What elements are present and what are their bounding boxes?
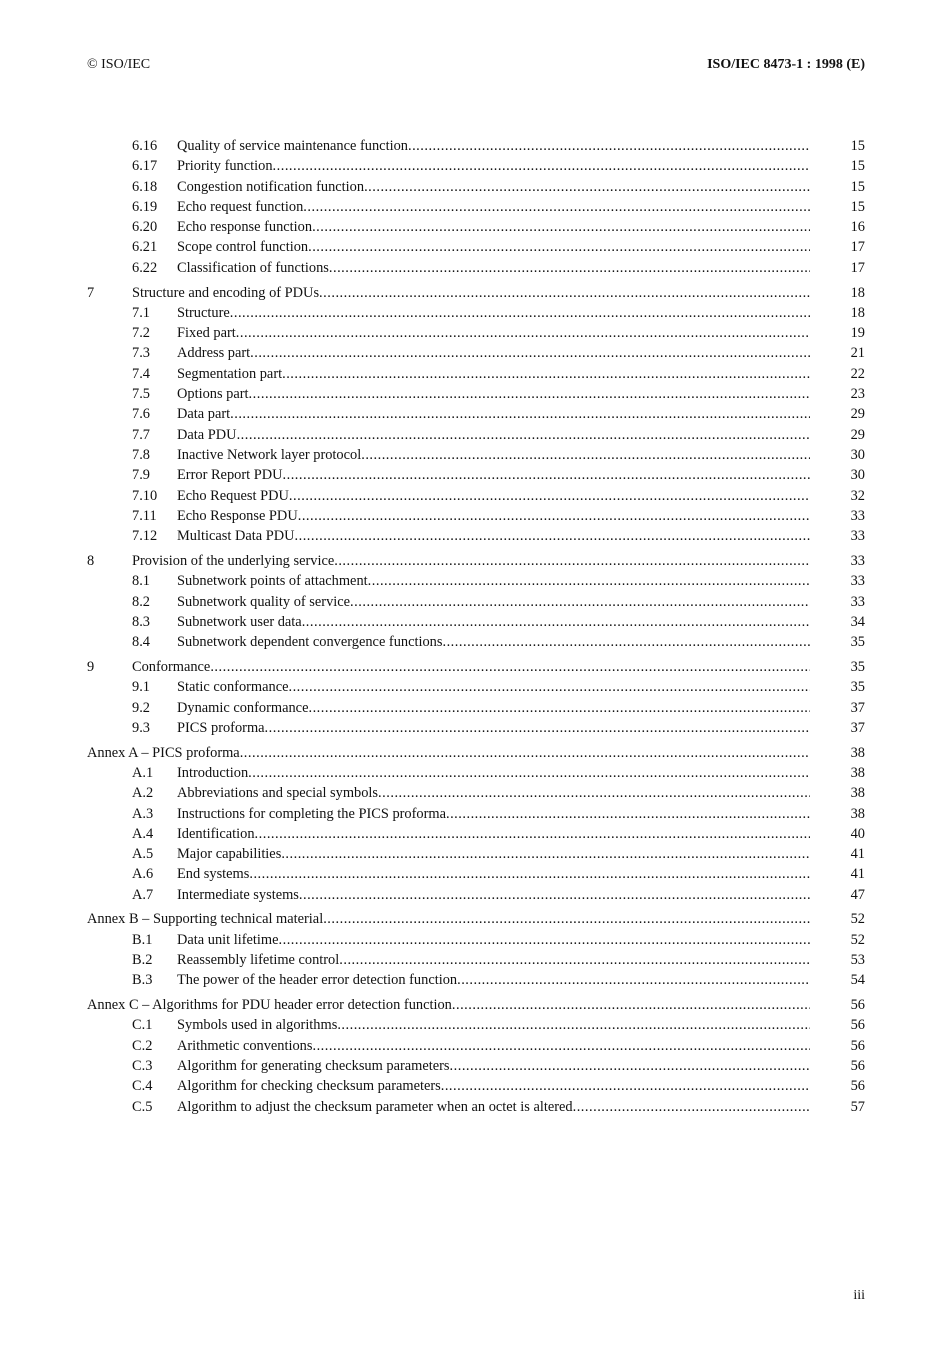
toc-entry-page: 29 xyxy=(850,406,865,423)
toc-entry-title: Segmentation part xyxy=(177,365,283,382)
toc-entry-number: 9.1 xyxy=(132,679,150,696)
toc-entry-title-leader xyxy=(177,950,810,970)
toc-entry-title-leader xyxy=(177,343,810,363)
toc-entry[interactable] xyxy=(87,177,865,197)
toc-entry-number: 7.3 xyxy=(132,345,150,362)
toc-entry[interactable] xyxy=(87,1056,865,1076)
toc-entry[interactable] xyxy=(87,718,865,738)
toc-entry-title-leader xyxy=(177,197,810,217)
toc-entry-title: Dynamic conformance xyxy=(177,699,309,716)
toc-entry[interactable] xyxy=(87,698,865,718)
toc-entry-number: A.6 xyxy=(132,866,154,883)
toc-entry-title: Congestion notification function xyxy=(177,178,365,195)
toc-entry[interactable] xyxy=(87,885,865,905)
toc-entry-number: 7.9 xyxy=(132,467,150,484)
toc-entry-title-leader xyxy=(87,995,810,1015)
toc-entry-page: 56 xyxy=(850,1058,865,1075)
toc-entry-title: Algorithm for generating checksum parameters xyxy=(177,1058,450,1075)
toc-entry-title: Reassembly lifetime control xyxy=(177,952,340,969)
toc-entry-number: A.2 xyxy=(132,785,154,802)
toc-entry-page: 17 xyxy=(850,259,865,276)
toc-entry-page: 29 xyxy=(850,426,865,443)
toc-entry-number: 9 xyxy=(87,658,95,675)
toc-entry-title: Static conformance xyxy=(177,679,289,696)
toc-entry-number: 7.11 xyxy=(132,507,157,524)
toc-entry-title: Abbreviations and special symbols xyxy=(177,785,379,802)
toc-entry-page: 30 xyxy=(850,467,865,484)
toc-entry-title-leader xyxy=(177,1056,810,1076)
toc-entry-title: Identification xyxy=(177,825,255,842)
toc-entry[interactable] xyxy=(87,283,865,303)
toc-entry[interactable] xyxy=(87,1015,865,1035)
toc-entry-page: 56 xyxy=(850,1078,865,1095)
toc-entry[interactable] xyxy=(87,364,865,384)
toc-entry-title: Symbols used in algorithms xyxy=(177,1017,338,1034)
toc-entry-page: 35 xyxy=(850,679,865,696)
toc-entry-title-leader xyxy=(177,612,810,632)
toc-entry-title-leader xyxy=(132,283,810,303)
toc-entry-number: 6.19 xyxy=(132,198,158,215)
toc-entry-title-leader xyxy=(177,404,810,424)
table-of-contents xyxy=(87,136,865,1121)
toc-group xyxy=(87,909,865,990)
toc-entry-page: 40 xyxy=(850,825,865,842)
toc-entry-page: 17 xyxy=(850,239,865,256)
toc-entry-title: Priority function xyxy=(177,158,273,175)
toc-entry-number: 8.4 xyxy=(132,634,150,651)
toc-entry-title-leader xyxy=(177,571,810,591)
toc-entry-number: 9.3 xyxy=(132,719,150,736)
toc-entry-title-leader xyxy=(177,1015,810,1035)
toc-entry-title-leader xyxy=(132,551,810,571)
toc-entry-title: Data part xyxy=(177,406,231,423)
toc-entry-page: 54 xyxy=(850,972,865,989)
toc-entry-number: 8.3 xyxy=(132,613,150,630)
toc-entry-title-leader xyxy=(177,136,810,156)
toc-entry-title: Major capabilities xyxy=(177,846,282,863)
toc-entry-title: The power of the header error detection function xyxy=(177,972,458,989)
toc-entry-number: 6.22 xyxy=(132,259,158,276)
toc-entry[interactable] xyxy=(87,384,865,404)
toc-entry-title: Options part xyxy=(177,386,249,403)
toc-entry[interactable] xyxy=(87,1036,865,1056)
toc-entry-title-leader xyxy=(177,303,810,323)
toc-entry-title: Algorithm for checking checksum parameters xyxy=(177,1078,441,1095)
toc-entry[interactable] xyxy=(87,970,865,990)
toc-entry-title-leader xyxy=(177,1036,810,1056)
toc-entry-title: Scope control function xyxy=(177,239,309,256)
toc-entry[interactable] xyxy=(87,303,865,323)
toc-entry-number: 6.21 xyxy=(132,239,158,256)
toc-entry[interactable] xyxy=(87,486,865,506)
toc-entry-page: 18 xyxy=(850,284,865,301)
toc-entry-number: 7.7 xyxy=(132,426,150,443)
toc-entry-number: 8 xyxy=(87,552,95,569)
toc-entry-page: 19 xyxy=(850,325,865,342)
toc-entry-number: 6.20 xyxy=(132,219,158,236)
toc-entry[interactable] xyxy=(87,783,865,803)
toc-entry-title-leader xyxy=(177,763,810,783)
toc-entry[interactable] xyxy=(87,763,865,783)
toc-entry-number: A.3 xyxy=(132,805,154,822)
toc-entry-title-leader xyxy=(177,465,810,485)
toc-entry-title-leader xyxy=(177,970,810,990)
header-copyright: © ISO/IEC xyxy=(87,57,151,72)
toc-entry-title-leader xyxy=(177,177,810,197)
toc-entry-title: Intermediate systems xyxy=(177,886,299,903)
toc-entry[interactable] xyxy=(87,197,865,217)
toc-entry-number: A.1 xyxy=(132,764,154,781)
toc-entry-page: 21 xyxy=(850,345,865,362)
toc-entry-title-leader xyxy=(177,1097,810,1117)
toc-entry-title-leader xyxy=(177,632,810,652)
toc-entry-number: 8.2 xyxy=(132,593,150,610)
toc-entry-page: 33 xyxy=(850,593,865,610)
toc-entry[interactable] xyxy=(87,571,865,591)
toc-entry[interactable] xyxy=(87,258,865,278)
toc-entry[interactable] xyxy=(87,217,865,237)
toc-entry[interactable] xyxy=(87,526,865,546)
page-folio: iii xyxy=(853,1288,865,1303)
toc-entry-page: 56 xyxy=(850,997,865,1014)
toc-entry-number: 9.2 xyxy=(132,699,150,716)
toc-entry-title: Annex C – Algorithms for PDU header error detection function xyxy=(87,997,452,1014)
toc-entry-page: 52 xyxy=(850,911,865,928)
toc-entry-title-leader xyxy=(177,844,810,864)
toc-entry-page: 38 xyxy=(850,785,865,802)
toc-entry-title-leader xyxy=(177,885,810,905)
toc-entry-title-leader xyxy=(177,930,810,950)
toc-entry[interactable] xyxy=(87,136,865,156)
toc-entry-page: 22 xyxy=(850,365,865,382)
toc-entry-number: 7.5 xyxy=(132,386,150,403)
toc-entry-page: 56 xyxy=(850,1037,865,1054)
toc-entry-title: Data PDU xyxy=(177,426,237,443)
toc-entry-title-leader xyxy=(177,425,810,445)
toc-entry-number: C.2 xyxy=(132,1037,153,1054)
toc-entry-title: Error Report PDU xyxy=(177,467,283,484)
toc-entry-page: 53 xyxy=(850,952,865,969)
toc-entry[interactable] xyxy=(87,657,865,677)
toc-entry[interactable] xyxy=(87,612,865,632)
toc-entry-number: 7.12 xyxy=(132,528,158,545)
toc-entry-number: 6.18 xyxy=(132,178,158,195)
toc-group xyxy=(87,136,865,278)
toc-entry-number: B.1 xyxy=(132,931,153,948)
toc-group xyxy=(87,657,865,738)
toc-entry-title-leader xyxy=(177,217,810,237)
toc-entry[interactable] xyxy=(87,864,865,884)
toc-entry-page: 35 xyxy=(850,634,865,651)
toc-entry-title-leader xyxy=(177,258,810,278)
toc-entry[interactable] xyxy=(87,323,865,343)
toc-entry-title-leader xyxy=(177,1076,810,1096)
toc-entry-number: 7.10 xyxy=(132,487,158,504)
toc-entry-page: 33 xyxy=(850,552,865,569)
toc-group xyxy=(87,283,865,547)
toc-entry-title: PICS proforma xyxy=(177,719,265,736)
toc-entry[interactable] xyxy=(87,950,865,970)
toc-entry[interactable] xyxy=(87,404,865,424)
toc-entry-title-leader xyxy=(177,506,810,526)
toc-entry-page: 38 xyxy=(850,805,865,822)
toc-entry-title: Subnetwork quality of service xyxy=(177,593,351,610)
toc-entry-page: 15 xyxy=(850,198,865,215)
toc-entry-title: Echo Response PDU xyxy=(177,507,298,524)
toc-entry[interactable] xyxy=(87,445,865,465)
toc-group xyxy=(87,551,865,652)
toc-entry-title: Arithmetic conventions xyxy=(177,1037,313,1054)
toc-entry-number: C.5 xyxy=(132,1098,153,1115)
toc-entry-page: 15 xyxy=(850,138,865,154)
toc-entry-number: B.3 xyxy=(132,972,153,989)
toc-entry-number: A.5 xyxy=(132,846,154,863)
toc-entry-page: 38 xyxy=(850,744,865,761)
toc-entry-title-leader xyxy=(177,824,810,844)
toc-entry-page: 16 xyxy=(850,219,865,236)
toc-entry-page: 15 xyxy=(850,158,865,175)
toc-entry-page: 15 xyxy=(850,178,865,195)
toc-entry[interactable] xyxy=(87,551,865,571)
toc-entry-title-leader xyxy=(177,486,810,506)
toc-entry-title: Data unit lifetime xyxy=(177,931,279,948)
toc-entry-page: 18 xyxy=(850,304,865,321)
toc-entry[interactable] xyxy=(87,995,865,1015)
toc-entry-page: 23 xyxy=(850,386,865,403)
toc-entry[interactable] xyxy=(87,743,865,763)
toc-entry-page: 56 xyxy=(850,1017,865,1034)
toc-entry-title: Introduction xyxy=(177,764,249,781)
toc-entry-page: 38 xyxy=(850,764,865,781)
toc-entry-title-leader xyxy=(177,445,810,465)
toc-entry-number: 7.6 xyxy=(132,406,150,423)
toc-entry-number: 6.17 xyxy=(132,158,158,175)
toc-entry-title-leader xyxy=(177,384,810,404)
toc-entry-number: 8.1 xyxy=(132,573,150,590)
toc-entry[interactable] xyxy=(87,930,865,950)
toc-entry-title-leader xyxy=(177,526,810,546)
toc-entry-title-leader xyxy=(177,364,810,384)
toc-entry[interactable] xyxy=(87,824,865,844)
toc-entry-title-leader xyxy=(177,864,810,884)
toc-entry-page: 33 xyxy=(850,573,865,590)
toc-entry-number: C.4 xyxy=(132,1078,153,1095)
toc-entry-title: Echo request function xyxy=(177,198,304,215)
toc-entry-page: 35 xyxy=(850,658,865,675)
toc-entry-page: 52 xyxy=(850,931,865,948)
toc-entry-title-leader xyxy=(177,323,810,343)
toc-entry-title: Structure xyxy=(177,304,230,321)
toc-entry[interactable] xyxy=(87,465,865,485)
toc-entry-title-leader xyxy=(177,237,810,257)
toc-entry[interactable] xyxy=(87,343,865,363)
toc-entry[interactable] xyxy=(87,677,865,697)
toc-entry-number: 6.16 xyxy=(132,138,158,154)
toc-entry-title: Multicast Data PDU xyxy=(177,528,295,545)
toc-entry-number: 7.1 xyxy=(132,304,150,321)
toc-entry-title: End systems xyxy=(177,866,250,883)
toc-entry[interactable] xyxy=(87,237,865,257)
toc-entry-page: 47 xyxy=(850,886,865,903)
toc-entry-title-leader xyxy=(177,592,810,612)
toc-entry-page: 30 xyxy=(850,446,865,463)
toc-entry-page: 41 xyxy=(850,866,865,883)
toc-entry-title: Echo Request PDU xyxy=(177,487,289,504)
toc-entry-title-leader xyxy=(177,698,810,718)
toc-entry-title: Classification of functions xyxy=(177,259,329,276)
toc-entry-title: Conformance xyxy=(132,658,211,675)
toc-entry-title: Annex B – Supporting technical material xyxy=(87,911,324,928)
toc-entry-title: Provision of the underlying service xyxy=(132,552,335,569)
toc-entry-number: C.3 xyxy=(132,1058,153,1075)
toc-entry[interactable] xyxy=(87,804,865,824)
toc-entry-title: Algorithm to adjust the checksum parameter when an octet is altered xyxy=(177,1098,573,1115)
toc-entry-number: B.2 xyxy=(132,952,153,969)
toc-entry-page: 37 xyxy=(850,719,865,736)
toc-entry-page: 33 xyxy=(850,507,865,524)
toc-entry-title-leader xyxy=(177,804,810,824)
toc-entry-page: 57 xyxy=(850,1098,865,1115)
toc-entry-title-leader xyxy=(87,743,810,763)
toc-entry-page: 41 xyxy=(850,846,865,863)
toc-group xyxy=(87,743,865,905)
toc-entry[interactable] xyxy=(87,592,865,612)
toc-group xyxy=(87,995,865,1117)
toc-entry-page: 37 xyxy=(850,699,865,716)
toc-entry-title: Inactive Network layer protocol xyxy=(177,446,362,463)
toc-entry-title-leader xyxy=(132,657,810,677)
toc-entry-number: 7.4 xyxy=(132,365,150,382)
toc-entry-number: A.4 xyxy=(132,825,154,842)
toc-entry[interactable] xyxy=(87,1076,865,1096)
toc-entry-title-leader xyxy=(177,783,810,803)
toc-entry-title-leader xyxy=(177,718,810,738)
toc-entry[interactable] xyxy=(87,425,865,445)
toc-entry-title: Echo response function xyxy=(177,219,313,236)
toc-entry-number: 7 xyxy=(87,284,95,301)
header-document-id: ISO/IEC 8473-1 : 1998 (E) xyxy=(707,57,865,72)
toc-entry-title-leader xyxy=(177,156,810,176)
toc-entry-title: Subnetwork dependent convergence functions xyxy=(177,634,443,651)
toc-entry-number: 7.2 xyxy=(132,325,150,342)
toc-entry-title-leader xyxy=(87,909,810,929)
toc-entry[interactable] xyxy=(87,506,865,526)
toc-entry-title-leader xyxy=(177,677,810,697)
toc-entry[interactable] xyxy=(87,1097,865,1117)
toc-entry-page: 34 xyxy=(850,613,865,630)
toc-entry-number: A.7 xyxy=(132,886,154,903)
toc-entry-title: Address part xyxy=(177,345,251,362)
toc-entry-title: Subnetwork user data xyxy=(177,613,302,630)
toc-entry-number: 7.8 xyxy=(132,446,150,463)
toc-entry-title: Fixed part xyxy=(177,325,236,342)
toc-entry-title: Annex A – PICS proforma xyxy=(87,744,240,761)
toc-entry-page: 33 xyxy=(850,528,865,545)
toc-entry[interactable] xyxy=(87,844,865,864)
toc-entry[interactable] xyxy=(87,156,865,176)
toc-entry[interactable] xyxy=(87,632,865,652)
toc-entry-title: Subnetwork points of attachment xyxy=(177,573,368,590)
toc-entry-title: Structure and encoding of PDUs xyxy=(132,284,320,301)
toc-entry-number: C.1 xyxy=(132,1017,153,1034)
toc-entry[interactable] xyxy=(87,909,865,929)
toc-entry-title: Instructions for completing the PICS proforma xyxy=(177,805,446,822)
toc-entry-page: 32 xyxy=(850,487,865,504)
toc-entry-title: Quality of service maintenance function xyxy=(177,138,408,154)
